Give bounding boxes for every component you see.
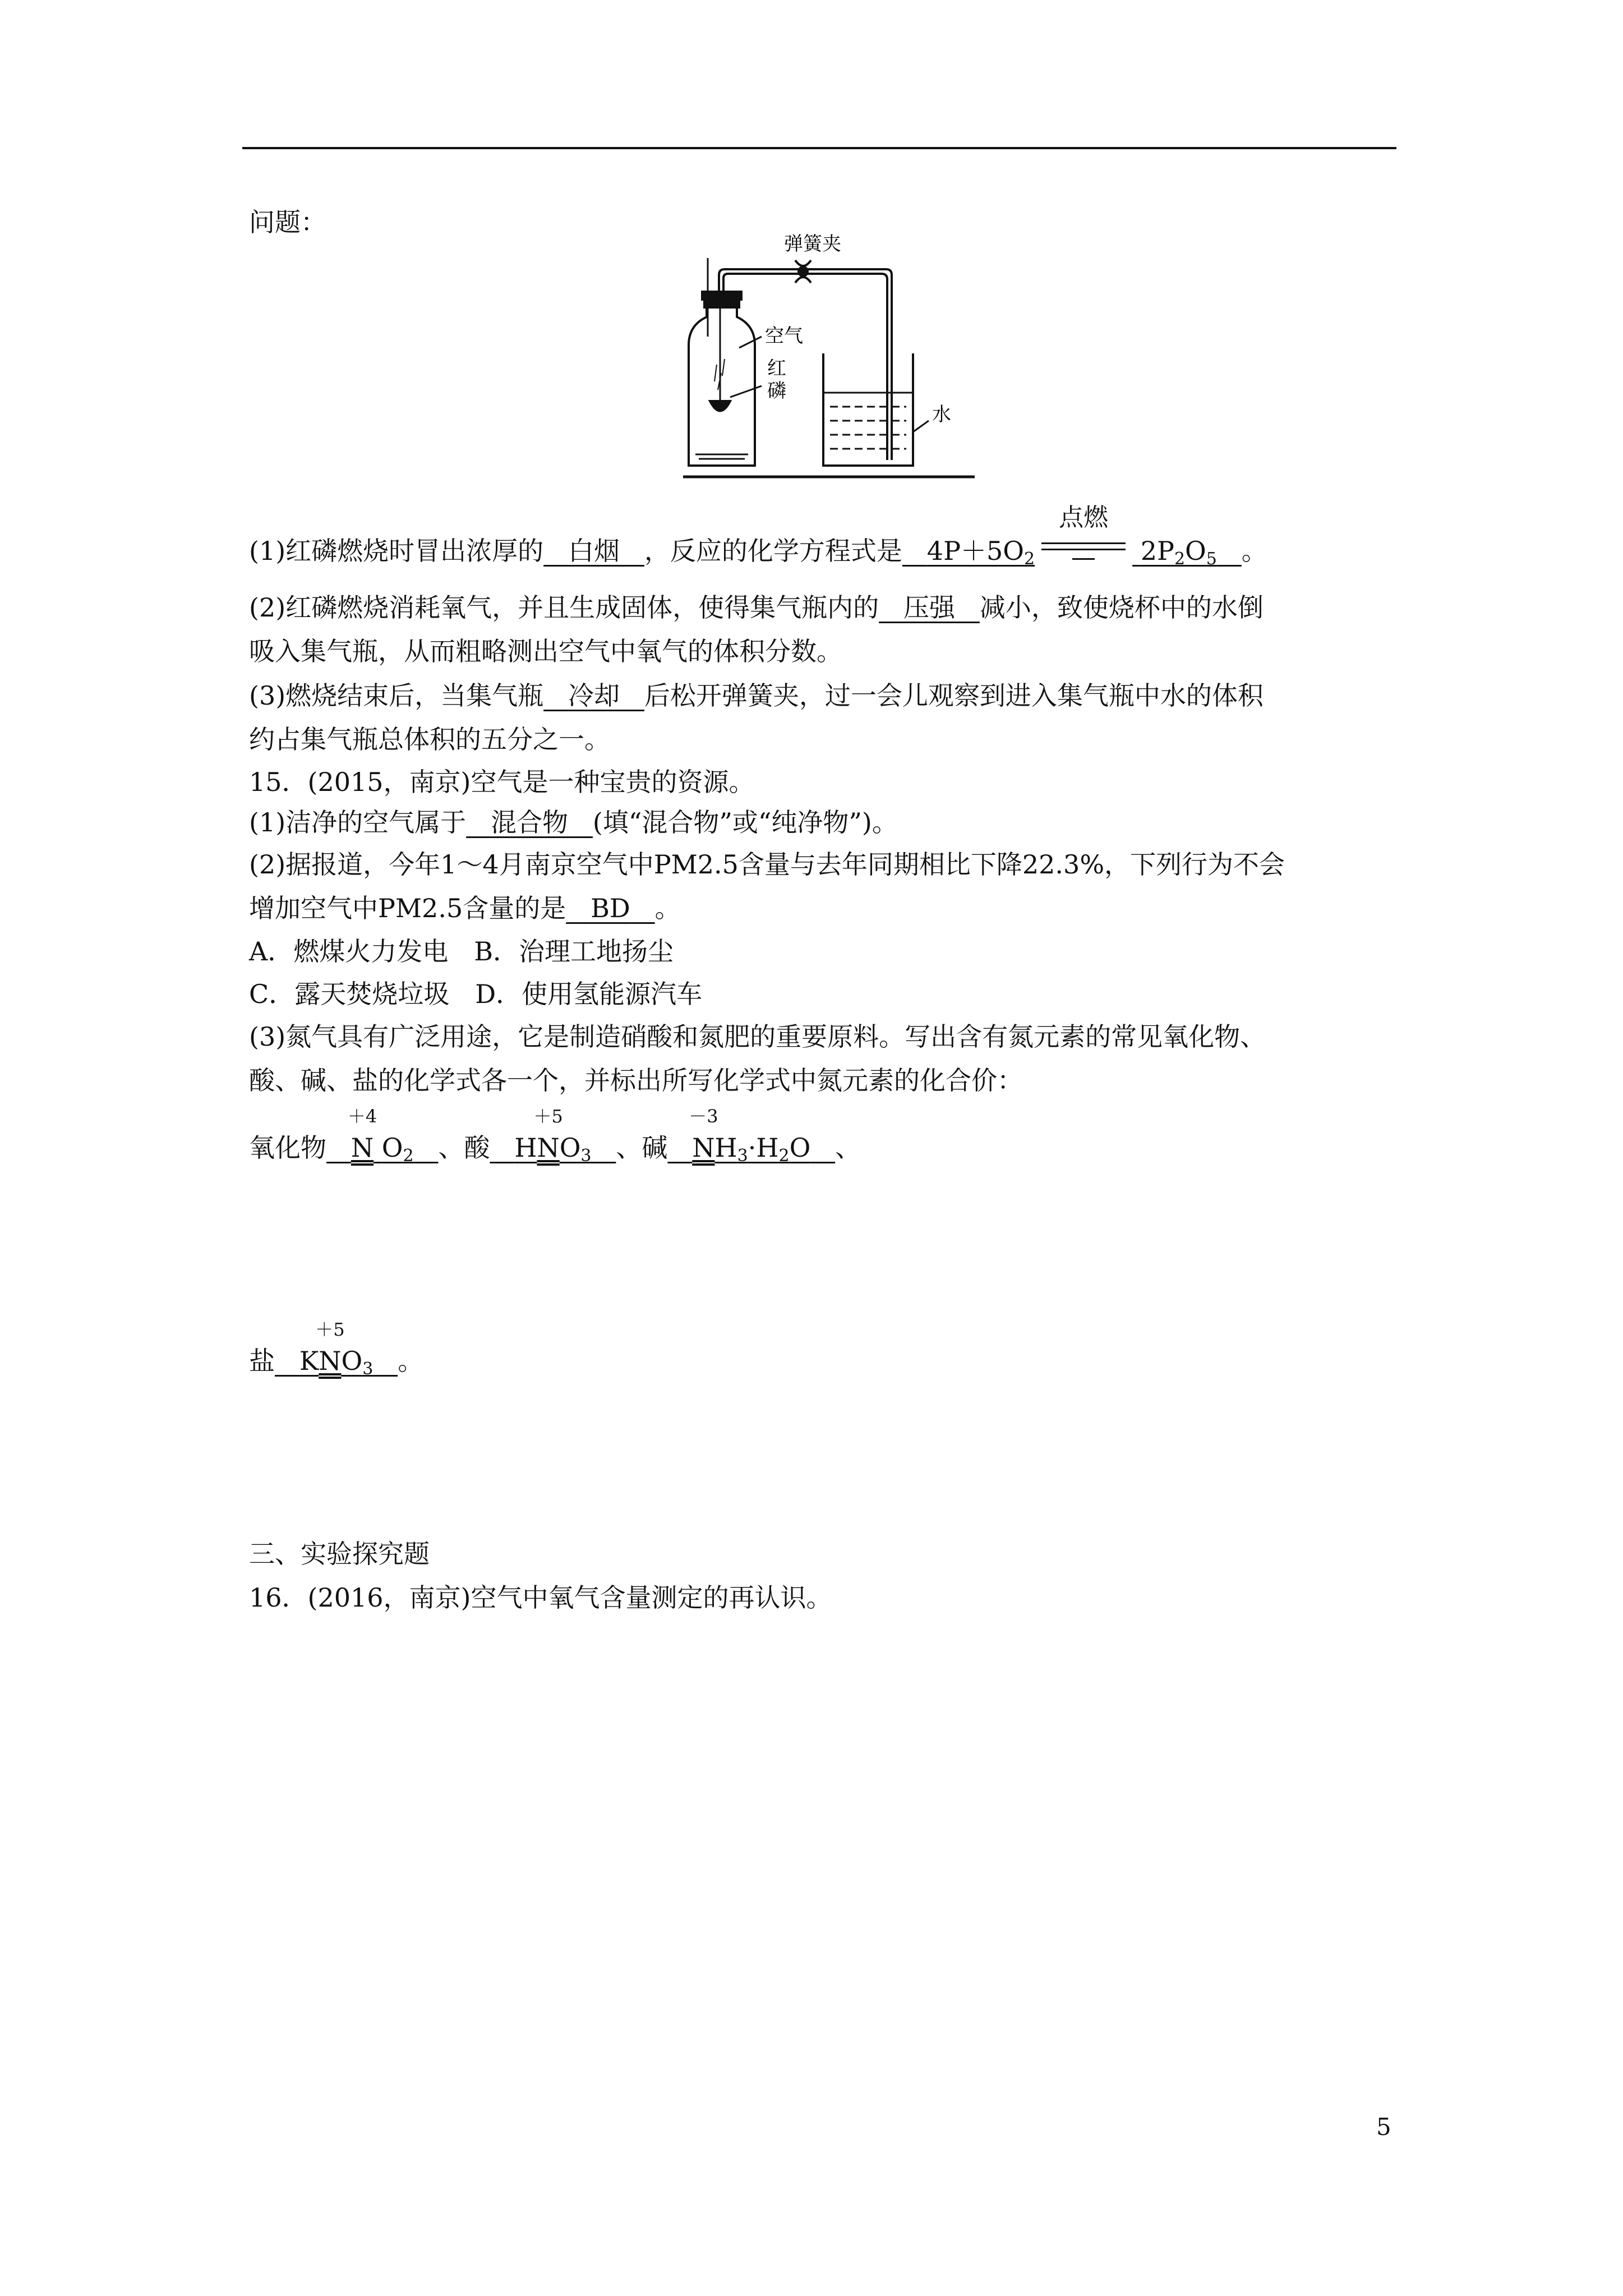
reaction-condition: 点燃 (1041, 530, 1126, 560)
q14-part2-line1: (2)红磷燃烧消耗氧气，并且生成固体，使得集气瓶内的 压强 减小，致使烧杯中的水倒 (249, 592, 1264, 623)
section-3-title: 三、实验探究题 (249, 1539, 430, 1569)
option-a: A．燃煤火力发电 (249, 936, 449, 967)
label-phosphorus: 磷 (767, 380, 786, 402)
q16-text: 16．(2016，南京)空气中氧气含量测定的再认识。 (249, 1582, 832, 1613)
apparatus-diagram (683, 233, 975, 482)
q15-header: 15．(2015，南京)空气是一种宝贵的资源。 (249, 767, 755, 797)
acid-formula: ＋5 N (533, 1106, 563, 1163)
intro-text: 问题： (249, 207, 326, 237)
q14-part3-line1: (3)燃烧结束后，当集气瓶 冷却 后松开弹簧夹，过一会儿观察到进入集气瓶中水的体积 (249, 680, 1264, 711)
q15-options-cd (249, 978, 702, 1010)
answer-mixture: 混合物 (491, 807, 569, 838)
q15-salt: 盐 K ＋5 $NO_3$ 。 (249, 1319, 424, 1379)
q15-part3-line1: (3)氮气具有广泛用途，它是制造硝酸和氮肥的重要原料。写出含有氮元素的常见氧化物、 (249, 1022, 1266, 1052)
label-red: 红 (767, 357, 786, 380)
q14-part3-line2: 约占集气瓶总体积的五分之一。 (249, 724, 610, 754)
salt-formula: ＋5 N (315, 1319, 345, 1376)
oxide-formula: ＋4 N (347, 1106, 377, 1163)
label-water: 水 (932, 403, 951, 426)
gas-jar (689, 309, 755, 466)
page-number: 5 (1376, 2113, 1391, 2141)
header-rule (242, 147, 1396, 149)
spring-clamp (795, 260, 811, 266)
answer-bd: BD (591, 893, 630, 923)
option-c: C．露天焚烧垃圾 (249, 979, 450, 1009)
answer-pressure: 压强 (903, 592, 956, 623)
answer-cool: 冷却 (568, 680, 620, 711)
option-b: B．治理工地扬尘 (474, 936, 674, 967)
option-d: D．使用氢能源汽车 (475, 979, 703, 1009)
base-formula: －3 N (689, 1106, 718, 1163)
label-clamp: 弹簧夹 (784, 233, 841, 255)
connecting-tube (719, 269, 892, 460)
q15-part2-line2: 增加空气中PM2.5含量的是 BD 。 (249, 893, 681, 923)
q14-part2-line2: 吸入集气瓶，从而粗略测出空气中氧气的体积分数。 (249, 636, 842, 666)
answer-white-smoke: 白烟 (568, 536, 620, 566)
q15-options-ab (249, 936, 674, 967)
q14-part1: (1)红磷燃烧时冒出浓厚的 白烟 ，反应的化学方程式是 $4P+5O_2$ 点燃 $2P_2O_5$ 。 (249, 503, 1267, 569)
q15-part1: (1)洁净的空气属于 混合物 (填“混合物”或“纯净物”)。 (249, 807, 898, 838)
label-air: 空气 (765, 325, 803, 347)
q15-formulas: 氧化物 ＋4 N $O_2$ 、酸 H ＋5 $NO_3$ 、碱 －3 $NH_3\cdot H_2O$ 、 (249, 1106, 861, 1166)
q15-part3-line2: 酸、碱、盐的化学式各一个，并标出所写化学式中氮元素的化合价： (249, 1065, 1023, 1096)
q15-part2-line1: (2)据报道，今年1～4月南京空气中PM2.5含量与去年同期相比下降22.3%，下列行为不会 (249, 849, 1285, 880)
